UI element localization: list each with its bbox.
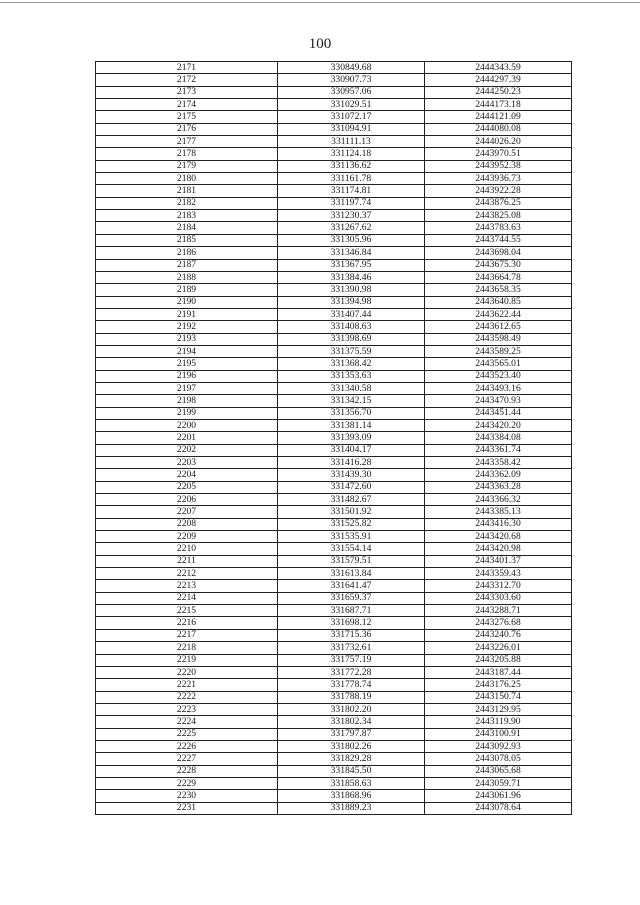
x-coordinate-cell: 331698.12 bbox=[278, 617, 425, 629]
table-row bbox=[96, 605, 572, 617]
table-row bbox=[96, 382, 572, 394]
table-row bbox=[96, 136, 572, 148]
x-coordinate-cell: 331525.82 bbox=[278, 518, 425, 530]
point-number-cell: 2173 bbox=[96, 86, 278, 98]
x-coordinate-cell: 331305.96 bbox=[278, 234, 425, 246]
y-coordinate-cell: 2443825.08 bbox=[425, 210, 572, 222]
x-coordinate-cell: 331829.28 bbox=[278, 753, 425, 765]
table-row bbox=[96, 284, 572, 296]
y-coordinate-cell: 2443176.25 bbox=[425, 679, 572, 691]
y-coordinate-cell: 2443936.73 bbox=[425, 173, 572, 185]
y-coordinate-cell: 2443078.64 bbox=[425, 802, 572, 814]
x-coordinate-cell: 331094.91 bbox=[278, 123, 425, 135]
y-coordinate-cell: 2444121.09 bbox=[425, 111, 572, 123]
point-number-cell: 2228 bbox=[96, 765, 278, 777]
point-number-cell: 2209 bbox=[96, 531, 278, 543]
x-coordinate-cell: 331687.71 bbox=[278, 605, 425, 617]
point-number-cell: 2219 bbox=[96, 654, 278, 666]
table-row bbox=[96, 617, 572, 629]
point-number-cell: 2193 bbox=[96, 333, 278, 345]
y-coordinate-cell: 2443312.70 bbox=[425, 580, 572, 592]
point-number-cell: 2207 bbox=[96, 506, 278, 518]
y-coordinate-cell: 2443420.20 bbox=[425, 419, 572, 431]
table-row bbox=[96, 506, 572, 518]
x-coordinate-cell: 331111.13 bbox=[278, 136, 425, 148]
y-coordinate-cell: 2443205.88 bbox=[425, 654, 572, 666]
y-coordinate-cell: 2443288.71 bbox=[425, 605, 572, 617]
table-row bbox=[96, 234, 572, 246]
x-coordinate-cell: 331579.51 bbox=[278, 555, 425, 567]
table-row bbox=[96, 247, 572, 259]
point-number-cell: 2220 bbox=[96, 666, 278, 678]
table-row bbox=[96, 444, 572, 456]
table-row bbox=[96, 296, 572, 308]
x-coordinate-cell: 331641.47 bbox=[278, 580, 425, 592]
y-coordinate-cell: 2443187.44 bbox=[425, 666, 572, 678]
point-number-cell: 2218 bbox=[96, 642, 278, 654]
point-number-cell: 2196 bbox=[96, 370, 278, 382]
table-row bbox=[96, 308, 572, 320]
x-coordinate-cell: 331342.15 bbox=[278, 395, 425, 407]
x-coordinate-cell: 331501.92 bbox=[278, 506, 425, 518]
point-number-cell: 2199 bbox=[96, 407, 278, 419]
table-row bbox=[96, 679, 572, 691]
y-coordinate-cell: 2443493.16 bbox=[425, 382, 572, 394]
x-coordinate-cell: 331072.17 bbox=[278, 111, 425, 123]
table-row bbox=[96, 469, 572, 481]
table-row bbox=[96, 654, 572, 666]
y-coordinate-cell: 2443078.05 bbox=[425, 753, 572, 765]
point-number-cell: 2211 bbox=[96, 555, 278, 567]
point-number-cell: 2231 bbox=[96, 802, 278, 814]
point-number-cell: 2174 bbox=[96, 99, 278, 111]
table-row bbox=[96, 259, 572, 271]
table-row bbox=[96, 123, 572, 135]
point-number-cell: 2226 bbox=[96, 740, 278, 752]
point-number-cell: 2192 bbox=[96, 321, 278, 333]
y-coordinate-cell: 2443470.93 bbox=[425, 395, 572, 407]
point-number-cell: 2225 bbox=[96, 728, 278, 740]
y-coordinate-cell: 2444080.08 bbox=[425, 123, 572, 135]
x-coordinate-cell: 331408.63 bbox=[278, 321, 425, 333]
table-row bbox=[96, 457, 572, 469]
y-coordinate-cell: 2443150.74 bbox=[425, 691, 572, 703]
x-coordinate-cell: 331367.95 bbox=[278, 259, 425, 271]
point-number-cell: 2210 bbox=[96, 543, 278, 555]
table-row bbox=[96, 370, 572, 382]
x-coordinate-cell: 331407.44 bbox=[278, 308, 425, 320]
point-number-cell: 2171 bbox=[96, 62, 278, 74]
x-coordinate-cell: 330907.73 bbox=[278, 74, 425, 86]
y-coordinate-cell: 2443384.08 bbox=[425, 432, 572, 444]
y-coordinate-cell: 2443952.38 bbox=[425, 160, 572, 172]
point-number-cell: 2182 bbox=[96, 197, 278, 209]
point-number-cell: 2175 bbox=[96, 111, 278, 123]
table-row bbox=[96, 666, 572, 678]
y-coordinate-cell: 2443876.25 bbox=[425, 197, 572, 209]
y-coordinate-cell: 2443061.96 bbox=[425, 790, 572, 802]
table-row bbox=[96, 358, 572, 370]
table-row bbox=[96, 703, 572, 715]
table-row bbox=[96, 74, 572, 86]
table-row bbox=[96, 395, 572, 407]
y-coordinate-cell: 2444297.39 bbox=[425, 74, 572, 86]
point-number-cell: 2212 bbox=[96, 568, 278, 580]
x-coordinate-cell: 331482.67 bbox=[278, 494, 425, 506]
table-row bbox=[96, 543, 572, 555]
y-coordinate-cell: 2443129.95 bbox=[425, 703, 572, 715]
table-row bbox=[96, 419, 572, 431]
table-row bbox=[96, 753, 572, 765]
x-coordinate-cell: 330849.68 bbox=[278, 62, 425, 74]
y-coordinate-cell: 2443065.68 bbox=[425, 765, 572, 777]
point-number-cell: 2191 bbox=[96, 308, 278, 320]
table-row bbox=[96, 148, 572, 160]
y-coordinate-cell: 2443092.93 bbox=[425, 740, 572, 752]
table-row bbox=[96, 740, 572, 752]
x-coordinate-cell: 331778.74 bbox=[278, 679, 425, 691]
point-number-cell: 2172 bbox=[96, 74, 278, 86]
x-coordinate-cell: 331393.09 bbox=[278, 432, 425, 444]
table-row bbox=[96, 691, 572, 703]
y-coordinate-cell: 2443363.28 bbox=[425, 481, 572, 493]
y-coordinate-cell: 2443416.30 bbox=[425, 518, 572, 530]
point-number-cell: 2204 bbox=[96, 469, 278, 481]
y-coordinate-cell: 2444026.20 bbox=[425, 136, 572, 148]
point-number-cell: 2205 bbox=[96, 481, 278, 493]
point-number-cell: 2206 bbox=[96, 494, 278, 506]
y-coordinate-cell: 2443276.68 bbox=[425, 617, 572, 629]
point-number-cell: 2203 bbox=[96, 457, 278, 469]
table-row bbox=[96, 790, 572, 802]
point-number-cell: 2184 bbox=[96, 222, 278, 234]
point-number-cell: 2224 bbox=[96, 716, 278, 728]
y-coordinate-cell: 2443612.65 bbox=[425, 321, 572, 333]
table-row bbox=[96, 173, 572, 185]
y-coordinate-cell: 2443658.35 bbox=[425, 284, 572, 296]
y-coordinate-cell: 2443366.32 bbox=[425, 494, 572, 506]
table-row bbox=[96, 62, 572, 74]
table-row bbox=[96, 210, 572, 222]
table-row bbox=[96, 518, 572, 530]
table-row bbox=[96, 222, 572, 234]
x-coordinate-cell: 331381.14 bbox=[278, 419, 425, 431]
point-number-cell: 2177 bbox=[96, 136, 278, 148]
table-row bbox=[96, 531, 572, 543]
x-coordinate-cell: 331230.37 bbox=[278, 210, 425, 222]
y-coordinate-cell: 2443640.85 bbox=[425, 296, 572, 308]
table-row bbox=[96, 321, 572, 333]
y-coordinate-cell: 2443783.63 bbox=[425, 222, 572, 234]
point-number-cell: 2197 bbox=[96, 382, 278, 394]
table-row bbox=[96, 580, 572, 592]
x-coordinate-cell: 331346.84 bbox=[278, 247, 425, 259]
point-number-cell: 2221 bbox=[96, 679, 278, 691]
y-coordinate-cell: 2443970.51 bbox=[425, 148, 572, 160]
y-coordinate-cell: 2443100.91 bbox=[425, 728, 572, 740]
table-row bbox=[96, 568, 572, 580]
table-row bbox=[96, 99, 572, 111]
point-number-cell: 2181 bbox=[96, 185, 278, 197]
point-number-cell: 2208 bbox=[96, 518, 278, 530]
point-number-cell: 2176 bbox=[96, 123, 278, 135]
y-coordinate-cell: 2443523.40 bbox=[425, 370, 572, 382]
point-number-cell: 2215 bbox=[96, 605, 278, 617]
point-number-cell: 2180 bbox=[96, 173, 278, 185]
point-number-cell: 2217 bbox=[96, 629, 278, 641]
y-coordinate-cell: 2443401.37 bbox=[425, 555, 572, 567]
x-coordinate-cell: 331613.84 bbox=[278, 568, 425, 580]
x-coordinate-cell: 331858.63 bbox=[278, 777, 425, 789]
table-row bbox=[96, 185, 572, 197]
x-coordinate-cell: 331797.87 bbox=[278, 728, 425, 740]
y-coordinate-cell: 2443361.74 bbox=[425, 444, 572, 456]
point-number-cell: 2189 bbox=[96, 284, 278, 296]
y-coordinate-cell: 2443744.55 bbox=[425, 234, 572, 246]
x-coordinate-cell: 331340.58 bbox=[278, 382, 425, 394]
point-number-cell: 2198 bbox=[96, 395, 278, 407]
y-coordinate-cell: 2443358.42 bbox=[425, 457, 572, 469]
table-row bbox=[96, 345, 572, 357]
x-coordinate-cell: 331802.26 bbox=[278, 740, 425, 752]
table-row bbox=[96, 555, 572, 567]
x-coordinate-cell: 331174.81 bbox=[278, 185, 425, 197]
y-coordinate-cell: 2443675.30 bbox=[425, 259, 572, 271]
table-row bbox=[96, 592, 572, 604]
table-row bbox=[96, 271, 572, 283]
x-coordinate-cell: 331715.36 bbox=[278, 629, 425, 641]
x-coordinate-cell: 331267.62 bbox=[278, 222, 425, 234]
table-row bbox=[96, 197, 572, 209]
x-coordinate-cell: 331802.34 bbox=[278, 716, 425, 728]
point-number-cell: 2200 bbox=[96, 419, 278, 431]
x-coordinate-cell: 331554.14 bbox=[278, 543, 425, 555]
y-coordinate-cell: 2444343.59 bbox=[425, 62, 572, 74]
coordinates-table bbox=[95, 61, 572, 815]
x-coordinate-cell: 331732.61 bbox=[278, 642, 425, 654]
y-coordinate-cell: 2443240.76 bbox=[425, 629, 572, 641]
y-coordinate-cell: 2444173.18 bbox=[425, 99, 572, 111]
point-number-cell: 2188 bbox=[96, 271, 278, 283]
x-coordinate-cell: 331398.69 bbox=[278, 333, 425, 345]
table-row bbox=[96, 160, 572, 172]
table-row bbox=[96, 407, 572, 419]
x-coordinate-cell: 331161.78 bbox=[278, 173, 425, 185]
y-coordinate-cell: 2443420.68 bbox=[425, 531, 572, 543]
x-coordinate-cell: 331757.19 bbox=[278, 654, 425, 666]
table-row bbox=[96, 333, 572, 345]
y-coordinate-cell: 2443589.25 bbox=[425, 345, 572, 357]
table-row bbox=[96, 642, 572, 654]
point-number-cell: 2202 bbox=[96, 444, 278, 456]
point-number-cell: 2185 bbox=[96, 234, 278, 246]
x-coordinate-cell: 331439.30 bbox=[278, 469, 425, 481]
point-number-cell: 2178 bbox=[96, 148, 278, 160]
y-coordinate-cell: 2443622.44 bbox=[425, 308, 572, 320]
point-number-cell: 2190 bbox=[96, 296, 278, 308]
y-coordinate-cell: 2443420.98 bbox=[425, 543, 572, 555]
point-number-cell: 2186 bbox=[96, 247, 278, 259]
x-coordinate-cell: 331197.74 bbox=[278, 197, 425, 209]
y-coordinate-cell: 2443664.78 bbox=[425, 271, 572, 283]
x-coordinate-cell: 331802.20 bbox=[278, 703, 425, 715]
y-coordinate-cell: 2443922.28 bbox=[425, 185, 572, 197]
point-number-cell: 2223 bbox=[96, 703, 278, 715]
y-coordinate-cell: 2443119.90 bbox=[425, 716, 572, 728]
x-coordinate-cell: 331472.60 bbox=[278, 481, 425, 493]
y-coordinate-cell: 2443698.04 bbox=[425, 247, 572, 259]
table-row bbox=[96, 777, 572, 789]
x-coordinate-cell: 331772.28 bbox=[278, 666, 425, 678]
y-coordinate-cell: 2443451.44 bbox=[425, 407, 572, 419]
table-row bbox=[96, 86, 572, 98]
x-coordinate-cell: 331384.46 bbox=[278, 271, 425, 283]
x-coordinate-cell: 331404.17 bbox=[278, 444, 425, 456]
x-coordinate-cell: 331390.98 bbox=[278, 284, 425, 296]
table-row bbox=[96, 494, 572, 506]
table-row bbox=[96, 802, 572, 814]
x-coordinate-cell: 331535.91 bbox=[278, 531, 425, 543]
point-number-cell: 2194 bbox=[96, 345, 278, 357]
point-number-cell: 2216 bbox=[96, 617, 278, 629]
y-coordinate-cell: 2443362.09 bbox=[425, 469, 572, 481]
x-coordinate-cell: 331788.19 bbox=[278, 691, 425, 703]
table-row bbox=[96, 432, 572, 444]
x-coordinate-cell: 331353.63 bbox=[278, 370, 425, 382]
point-number-cell: 2213 bbox=[96, 580, 278, 592]
table-row bbox=[96, 111, 572, 123]
y-coordinate-cell: 2443385.13 bbox=[425, 506, 572, 518]
x-coordinate-cell: 331394.98 bbox=[278, 296, 425, 308]
top-rule bbox=[0, 2, 640, 3]
table-row bbox=[96, 728, 572, 740]
y-coordinate-cell: 2443303.60 bbox=[425, 592, 572, 604]
x-coordinate-cell: 331124.18 bbox=[278, 148, 425, 160]
table-row bbox=[96, 765, 572, 777]
point-number-cell: 2222 bbox=[96, 691, 278, 703]
point-number-cell: 2179 bbox=[96, 160, 278, 172]
x-coordinate-cell: 331868.96 bbox=[278, 790, 425, 802]
point-number-cell: 2214 bbox=[96, 592, 278, 604]
point-number-cell: 2195 bbox=[96, 358, 278, 370]
page-number: 100 bbox=[308, 36, 332, 52]
y-coordinate-cell: 2443565.01 bbox=[425, 358, 572, 370]
x-coordinate-cell: 331889.23 bbox=[278, 802, 425, 814]
point-number-cell: 2230 bbox=[96, 790, 278, 802]
table-body bbox=[96, 62, 572, 815]
y-coordinate-cell: 2443598.49 bbox=[425, 333, 572, 345]
table-row bbox=[96, 481, 572, 493]
point-number-cell: 2227 bbox=[96, 753, 278, 765]
y-coordinate-cell: 2443359.43 bbox=[425, 568, 572, 580]
point-number-cell: 2187 bbox=[96, 259, 278, 271]
point-number-cell: 2201 bbox=[96, 432, 278, 444]
point-number-cell: 2229 bbox=[96, 777, 278, 789]
table-row bbox=[96, 716, 572, 728]
x-coordinate-cell: 331845.50 bbox=[278, 765, 425, 777]
x-coordinate-cell: 330957.06 bbox=[278, 86, 425, 98]
x-coordinate-cell: 331356.70 bbox=[278, 407, 425, 419]
x-coordinate-cell: 331136.62 bbox=[278, 160, 425, 172]
y-coordinate-cell: 2443059.71 bbox=[425, 777, 572, 789]
y-coordinate-cell: 2444250.23 bbox=[425, 86, 572, 98]
x-coordinate-cell: 331416.28 bbox=[278, 457, 425, 469]
y-coordinate-cell: 2443226.01 bbox=[425, 642, 572, 654]
x-coordinate-cell: 331368.42 bbox=[278, 358, 425, 370]
point-number-cell: 2183 bbox=[96, 210, 278, 222]
x-coordinate-cell: 331659.37 bbox=[278, 592, 425, 604]
x-coordinate-cell: 331029.51 bbox=[278, 99, 425, 111]
x-coordinate-cell: 331375.59 bbox=[278, 345, 425, 357]
table-row bbox=[96, 629, 572, 641]
